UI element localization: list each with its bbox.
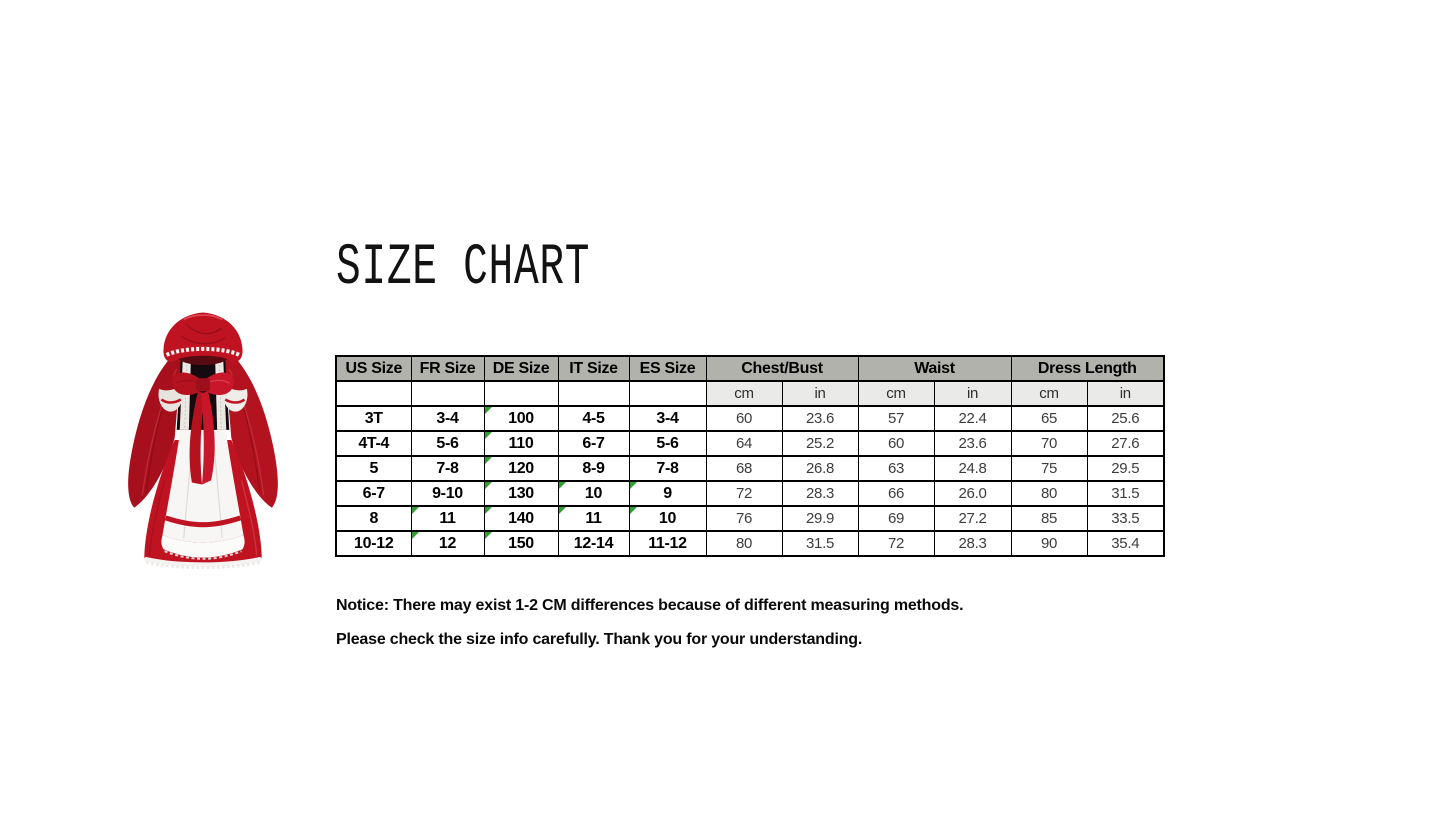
measurement-cell: 66 (858, 481, 934, 506)
cell-error-flag-icon (412, 507, 419, 514)
cell-error-flag-icon (485, 432, 492, 439)
size-cell: 9-10 (411, 481, 484, 506)
size-cell: 11 (411, 506, 484, 531)
page-title: SIZE CHART (336, 236, 591, 301)
measurement-cell: 65 (1011, 406, 1087, 431)
blank-cell (629, 381, 706, 406)
size-cell: 130 (484, 481, 558, 506)
measurement-cell: 35.4 (1087, 531, 1164, 556)
size-cell: 3-4 (629, 406, 706, 431)
measurement-cell: 64 (706, 431, 782, 456)
measurement-cell: 23.6 (782, 406, 858, 431)
notice-line-1: Notice: There may exist 1-2 CM differences because of different measuring methods. (336, 597, 964, 614)
size-cell: 4T-4 (336, 431, 411, 456)
table-header-row (336, 356, 1164, 381)
measurement-cell: 80 (706, 531, 782, 556)
table-row (336, 531, 1164, 556)
measurement-cell: 75 (1011, 456, 1087, 481)
measurement-cell: 63 (858, 456, 934, 481)
measurement-cell: 25.6 (1087, 406, 1164, 431)
cell-error-flag-icon (412, 532, 419, 539)
size-cell: 6-7 (558, 431, 629, 456)
column-header-fr-size: FR Size (411, 356, 484, 381)
measurement-cell: 85 (1011, 506, 1087, 531)
measurement-cell: 80 (1011, 481, 1087, 506)
measurement-cell: 23.6 (934, 431, 1011, 456)
measurement-cell: 27.2 (934, 506, 1011, 531)
size-table-body (336, 406, 1164, 556)
measurement-cell: 60 (706, 406, 782, 431)
measurement-cell: 57 (858, 406, 934, 431)
size-cell: 10 (558, 481, 629, 506)
blank-cell (484, 381, 558, 406)
measurement-cell: 25.2 (782, 431, 858, 456)
cell-error-flag-icon (559, 482, 566, 489)
size-cell: 5-6 (629, 431, 706, 456)
table-units-row (336, 381, 1164, 406)
measurement-cell: 29.5 (1087, 456, 1164, 481)
size-cell: 5-6 (411, 431, 484, 456)
cell-error-flag-icon (485, 482, 492, 489)
cell-error-flag-icon (559, 507, 566, 514)
blank-cell (411, 381, 484, 406)
measurement-cell: 69 (858, 506, 934, 531)
size-cell: 3-4 (411, 406, 484, 431)
measurement-cell: 33.5 (1087, 506, 1164, 531)
table-row (336, 481, 1164, 506)
measurement-cell: 29.9 (782, 506, 858, 531)
measurement-cell: 27.6 (1087, 431, 1164, 456)
unit-header-waist-cm: cm (858, 381, 934, 406)
size-cell: 12 (411, 531, 484, 556)
measurement-cell: 22.4 (934, 406, 1011, 431)
column-header-it-size: IT Size (558, 356, 629, 381)
size-cell: 10 (629, 506, 706, 531)
unit-header-length-in: in (1087, 381, 1164, 406)
measurement-cell: 60 (858, 431, 934, 456)
size-cell: 120 (484, 456, 558, 481)
size-cell: 7-8 (411, 456, 484, 481)
cell-error-flag-icon (485, 407, 492, 414)
unit-header-chest-in: in (782, 381, 858, 406)
cell-error-flag-icon (485, 532, 492, 539)
measurement-cell: 28.3 (782, 481, 858, 506)
notice-line-2: Please check the size info carefully. Thank you for your understanding. (336, 631, 863, 648)
group-header-waist: Waist (858, 356, 1011, 381)
unit-header-chest-cm: cm (706, 381, 782, 406)
size-table (335, 355, 1165, 557)
size-cell: 10-12 (336, 531, 411, 556)
size-cell: 4-5 (558, 406, 629, 431)
size-cell: 150 (484, 531, 558, 556)
cell-error-flag-icon (485, 457, 492, 464)
table-row (336, 406, 1164, 431)
size-cell: 9 (629, 481, 706, 506)
measurement-cell: 68 (706, 456, 782, 481)
measurement-cell: 72 (858, 531, 934, 556)
cell-error-flag-icon (485, 507, 492, 514)
column-header-es-size: ES Size (629, 356, 706, 381)
hood-illustration (163, 312, 242, 365)
unit-header-length-cm: cm (1011, 381, 1087, 406)
measurement-cell: 72 (706, 481, 782, 506)
size-cell: 8-9 (558, 456, 629, 481)
measurement-cell: 90 (1011, 531, 1087, 556)
size-cell: 11-12 (629, 531, 706, 556)
size-cell: 3T (336, 406, 411, 431)
measurement-cell: 26.8 (782, 456, 858, 481)
column-header-us-size: US Size (336, 356, 411, 381)
measurement-cell: 26.0 (934, 481, 1011, 506)
cell-error-flag-icon (630, 482, 637, 489)
size-cell: 5 (336, 456, 411, 481)
measurement-cell: 28.3 (934, 531, 1011, 556)
measurement-cell: 24.8 (934, 456, 1011, 481)
table-row (336, 431, 1164, 456)
measurement-cell: 70 (1011, 431, 1087, 456)
size-cell: 7-8 (629, 456, 706, 481)
cell-error-flag-icon (630, 507, 637, 514)
size-cell: 8 (336, 506, 411, 531)
measurement-cell: 76 (706, 506, 782, 531)
column-header-de-size: DE Size (484, 356, 558, 381)
measurement-cell: 31.5 (782, 531, 858, 556)
group-header-dress-length: Dress Length (1011, 356, 1164, 381)
size-cell: 100 (484, 406, 558, 431)
measurement-cell: 31.5 (1087, 481, 1164, 506)
blank-cell (558, 381, 629, 406)
table-row (336, 506, 1164, 531)
table-row (336, 456, 1164, 481)
size-cell: 12-14 (558, 531, 629, 556)
size-cell: 140 (484, 506, 558, 531)
size-cell: 6-7 (336, 481, 411, 506)
red-riding-hood-costume-photo (116, 308, 290, 580)
size-cell: 110 (484, 431, 558, 456)
blank-cell (336, 381, 411, 406)
group-header-chest-bust: Chest/Bust (706, 356, 858, 381)
size-cell: 11 (558, 506, 629, 531)
unit-header-waist-in: in (934, 381, 1011, 406)
